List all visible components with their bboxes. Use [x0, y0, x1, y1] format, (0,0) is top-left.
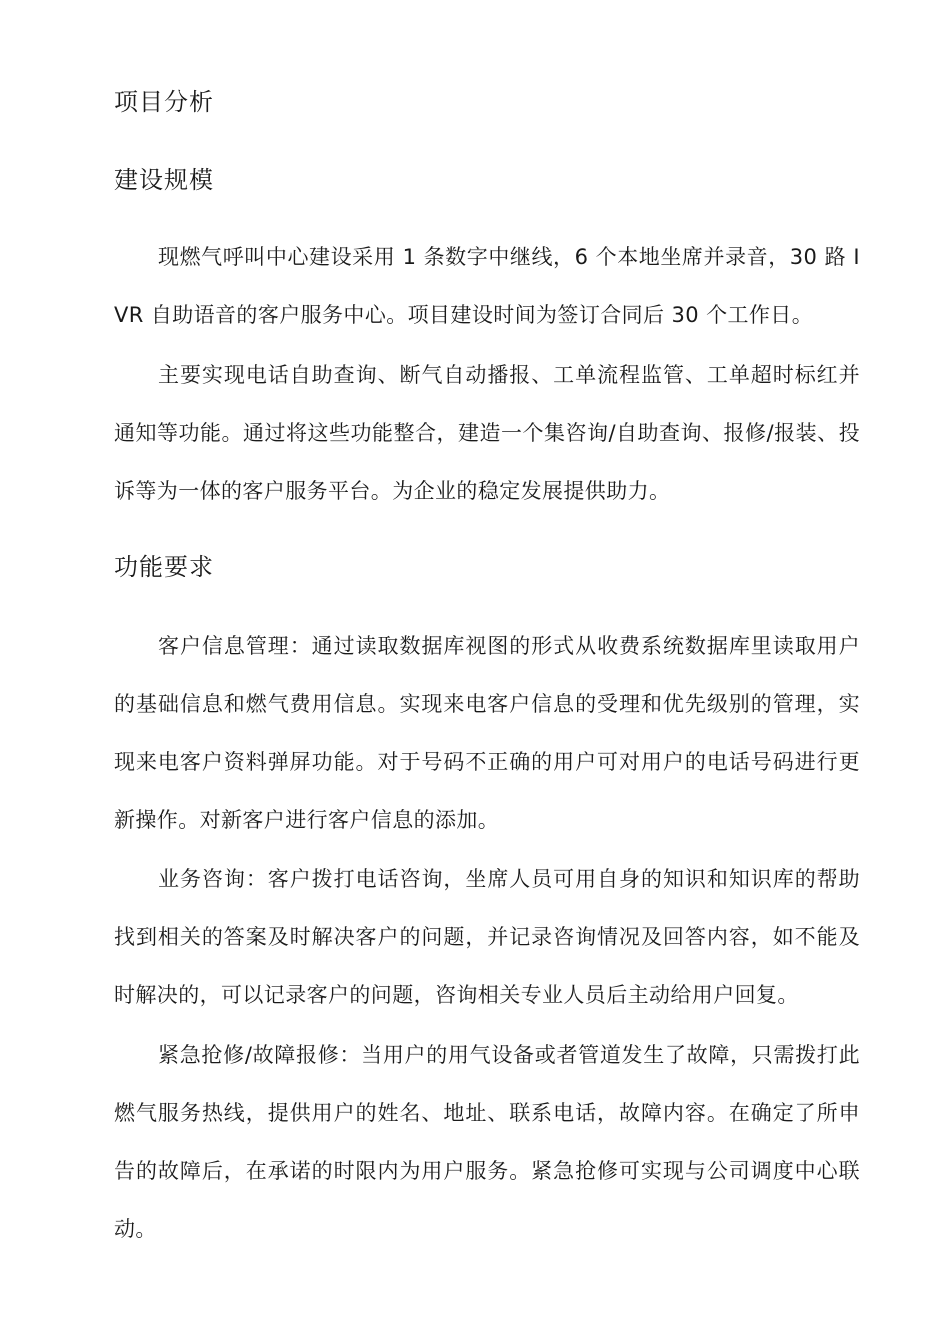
paragraph-main-features: 主要实现电话自助查询、断气自动播报、工单流程监管、工单超时标红并通知等功能。通过将这些功能整合，建造一个集咨询/自助查询、报修/报装、投诉等为一体的客户服务平台。为企业的稳定发展提供助力。	[114, 363, 860, 503]
paragraph-construction-scale: 现燃气呼叫中心建设采用 1 条数字中继线，6 个本地坐席并录音，30 路 IVR 自助语音的客户服务中心。项目建设时间为签订合同后 30 个工作日。	[114, 245, 860, 327]
paragraph-business-consulting: 业务咨询：客户拨打电话咨询，坐席人员可用自身的知识和知识库的帮助找到相关的答案及时解决客户的问题，并记录咨询情况及回答内容，如不能及时解决的，可以记录客户的问题，咨询相关专业人员后主动给用户回复。	[114, 867, 860, 1007]
paragraph-emergency-repair: 紧急抢修/故障报修：当用户的用气设备或者管道发生了故障，只需拨打此燃气服务热线，提供用户的姓名、地址、联系电话，故障内容。在确定了所申告的故障后，在承诺的时限内为用户服务。紧急抢修可实现与公司调度中心联动。	[114, 1043, 860, 1241]
paragraph-customer-info-management: 客户信息管理：通过读取数据库视图的形式从收费系统数据库里读取用户的基础信息和燃气费用信息。实现来电客户信息的受理和优先级别的管理，实现来电客户资料弹屏功能。对于号码不正确的用户可对用户的电话号码进行更新操作。对新客户进行客户信息的添加。	[114, 634, 860, 832]
heading-construction-scale: 建设规模	[114, 166, 214, 194]
heading-project-analysis: 项目分析	[114, 88, 214, 116]
heading-functional-requirements: 功能要求	[114, 553, 214, 581]
